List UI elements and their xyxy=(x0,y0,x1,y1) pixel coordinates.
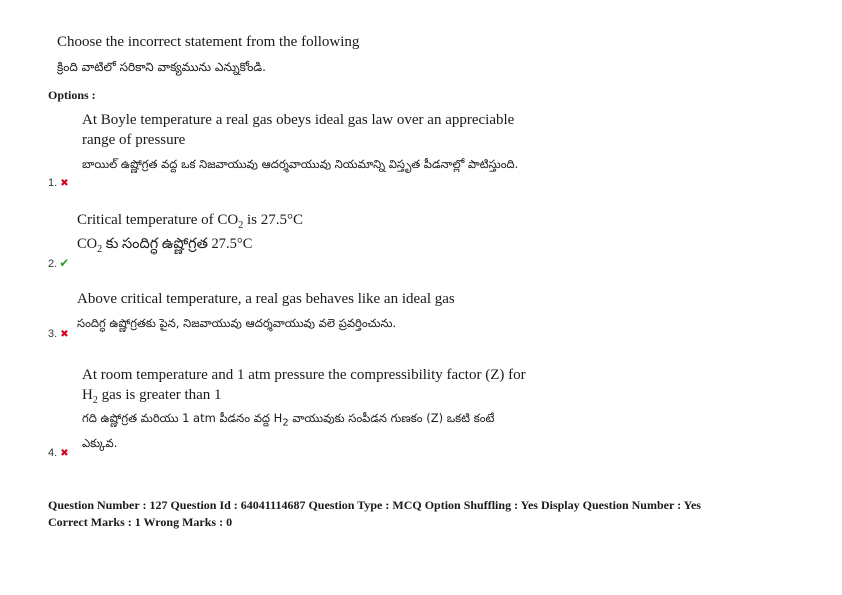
option-1-telugu: బాయిల్ ఉష్ణోగ్రత వద్ద ఒక నిజవాయువు ఆదర్శవాయువు నియమాన్ని విస్తృత పీడనాల్లో పాటిస్తుంది. xyxy=(82,157,519,171)
option-4-line-2-post: gas is greater than 1 xyxy=(97,387,222,403)
option-1-line-1: At Boyle temperature a real gas obeys ideal gas law over an appreciable xyxy=(82,112,515,128)
option-3-line-1: Above critical temperature, a real gas behaves like an ideal gas xyxy=(77,291,455,307)
option-2-line-1 xyxy=(77,210,303,236)
question-text: Choose the incorrect statement from the following xyxy=(57,34,360,50)
option-2-telugu xyxy=(77,234,252,260)
option-4-te-post: వాయువుకు సంపీడన గుణకం (Z) ఒకటి కంటే xyxy=(288,411,495,425)
option-number: 2. xyxy=(48,258,58,270)
option-1-number xyxy=(48,177,69,189)
marks-meta: Correct Marks : 1 Wrong Marks : 0 xyxy=(48,515,233,529)
subscript: 2 xyxy=(282,417,289,429)
subscript: 2 xyxy=(238,220,244,231)
option-4-telugu-line-2: ఎక్కువ. xyxy=(82,436,118,450)
option-3-number xyxy=(48,328,69,340)
option-3-telugu: సందిగ్ధ ఉష్ణోగ్రతకు పైన, నిజవాయువు ఆదర్శవాయువు వలె ప్రవర్తించును. xyxy=(77,316,397,330)
cross-icon: ✖ xyxy=(60,448,69,459)
subscript: 2 xyxy=(97,243,103,255)
option-4-number xyxy=(48,447,69,459)
option-4-line-2 xyxy=(82,385,222,411)
cross-icon: ✖ xyxy=(60,329,69,340)
option-2-number xyxy=(48,256,69,270)
option-4-line-2-pre: H xyxy=(82,387,93,403)
option-number: 1. xyxy=(48,177,58,189)
cross-icon: ✖ xyxy=(60,178,69,189)
option-4-te-pre: గది ఉష్ణోగ్రత మరియు 1 atm పీడనం వద్ద H xyxy=(82,411,283,425)
option-2-te-post: కు సందిగ్ధ ఉష్ణోగ్రత 27.5°C xyxy=(102,236,253,252)
option-2-text-post: is 27.5°C xyxy=(243,212,303,228)
option-4-telugu-line-1 xyxy=(82,411,494,428)
question-text-telugu: క్రింది వాటిలో సరికాని వాక్యమును ఎన్నుకోండి. xyxy=(57,60,266,74)
option-number: 4. xyxy=(48,447,58,459)
option-1-line-2: range of pressure xyxy=(82,132,186,148)
option-4-line-1: At room temperature and 1 atm pressure the compressibility factor (Z) for xyxy=(82,367,526,383)
subscript: 2 xyxy=(92,395,98,406)
option-number: 3. xyxy=(48,328,58,340)
option-2-text-pre: Critical temperature of CO xyxy=(77,212,239,228)
option-2-te-pre: CO xyxy=(77,236,98,252)
check-icon: ✔ xyxy=(59,256,70,270)
options-heading: Options : xyxy=(48,88,96,102)
question-meta: Question Number : 127 Question Id : 64041114687 Question Type : MCQ Option Shuffling : Yes Display Question Number : Yes xyxy=(48,498,701,512)
